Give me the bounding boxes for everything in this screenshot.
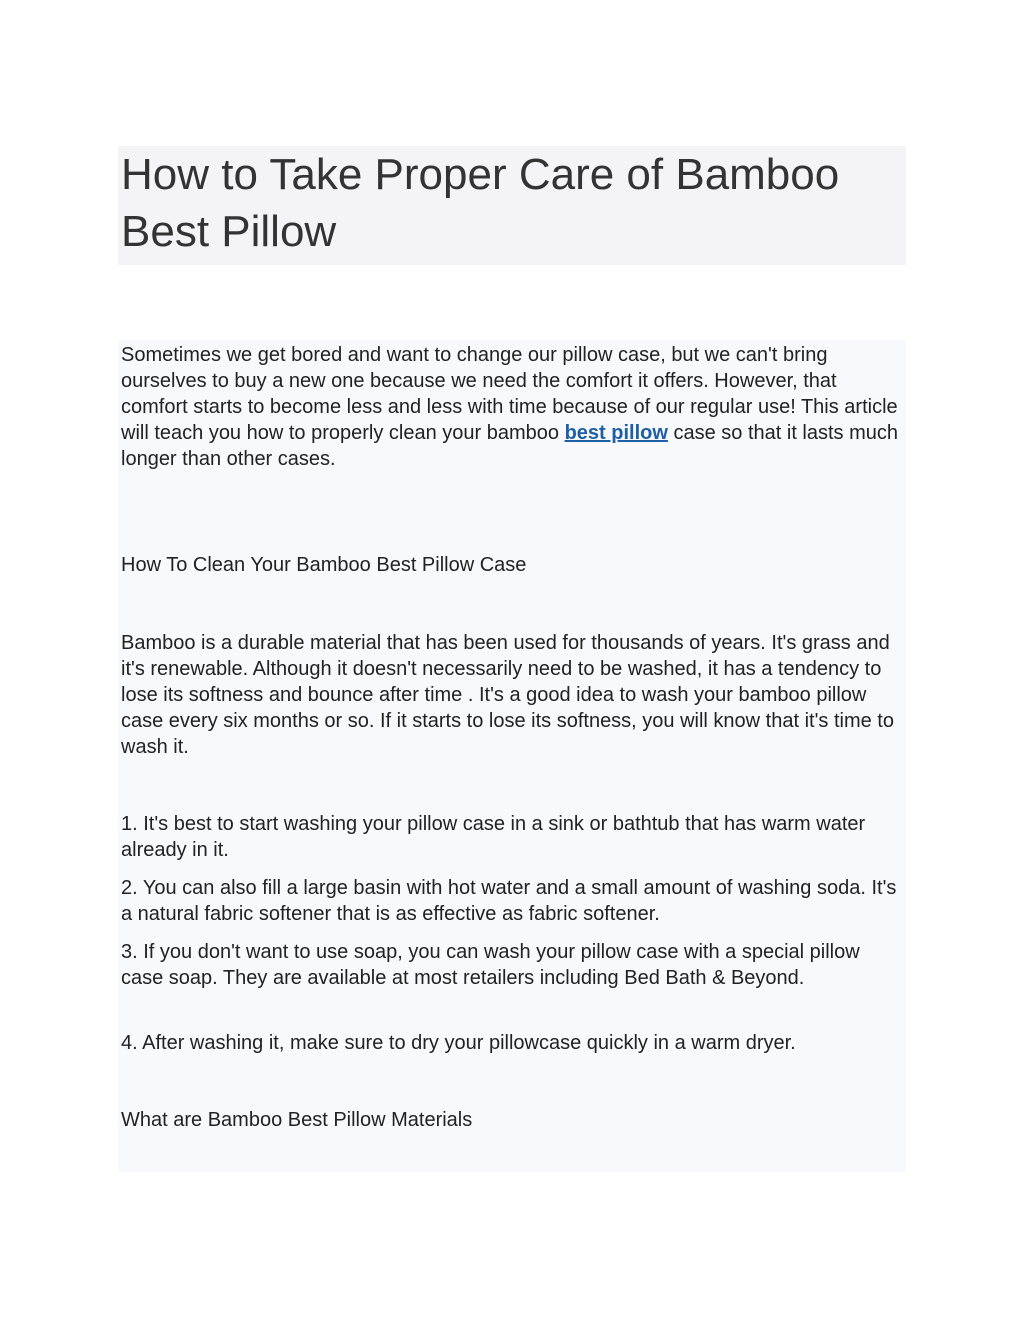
materials-section-heading: What are Bamboo Best Pillow Materials bbox=[121, 1109, 473, 1131]
bamboo-paragraph: Bamboo is a durable material that has been used for thousands of years. It's grass and it's renewable. Although it doesn't necessarily need to be washed, it has a tendency to lose its softness and bounce after time . It's a good idea to wash your bamboo pillow case every six months or so. If it starts to lose its softness, you will know that it's time to wash it. bbox=[121, 632, 894, 758]
intro-text-before-link: Sometimes we get bored and want to change our pillow case, but we can't bring ourselves to buy a new one because we need the comfort it offers. However, that comfort starts to become less and less with time because of our regular use! This article will teach you how to properly clean your bamboo bbox=[121, 344, 898, 444]
step-item-1: 1. It's best to start washing your pillow case in a sink or bathtub that has warm water already in it. bbox=[121, 813, 866, 861]
step-item-2: 2. You can also fill a large basin with hot water and a small amount of washing soda. It's a natural fabric softener that is as effective as fabric softener. bbox=[121, 877, 897, 925]
article-body bbox=[118, 340, 906, 1172]
intro-text-after-link: case so that it lasts much longer than other cases. bbox=[121, 422, 899, 470]
step-item-3: 3. If you don't want to use soap, you can wash your pillow case with a special pillow case soap. They are available at most retailers including Bed Bath & Beyond. bbox=[121, 941, 860, 989]
intro-paragraph bbox=[121, 342, 906, 472]
clean-section-heading: How To Clean Your Bamboo Best Pillow Case bbox=[121, 554, 527, 576]
step-item-4: 4. After washing it, make sure to dry your pillowcase quickly in a warm dryer. bbox=[121, 1032, 796, 1054]
page-title: How to Take Proper Care of Bamboo Best Pillow bbox=[121, 150, 840, 256]
best-pillow-link[interactable]: best pillow bbox=[564, 422, 668, 444]
title-block bbox=[118, 146, 906, 265]
